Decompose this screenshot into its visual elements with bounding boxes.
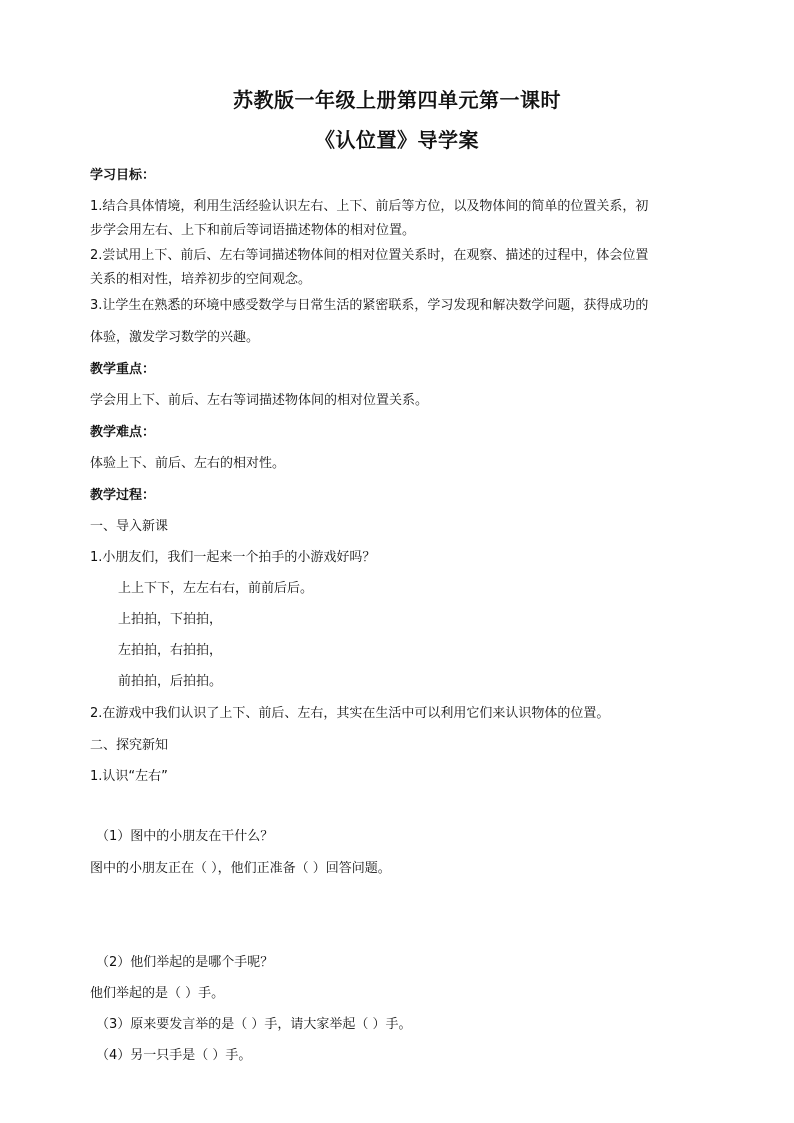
difficulty-text: 体验上下、前后、左右的相对性。 [90,456,286,471]
document-subtitle: 《认位置》导学案 [315,128,479,152]
objective-2-line-1: 2.尝试用上下、前后、左右等词描述物体间的相对位置关系时，在观察、描述的过程中，体会位置 [90,248,649,263]
subsection-left-right: 1.认识“左右” [90,769,168,784]
section-explore: 二、探究新知 [90,738,169,753]
section-intro: 一、导入新课 [90,519,169,534]
sub-question-3: （3）原来要发言举的是（ ）手，请大家举起（ ）手。 [96,1017,412,1032]
key-point-heading: 教学重点： [90,362,156,377]
key-point-text: 学会用上下、前后、左右等词描述物体间的相对位置关系。 [90,393,429,408]
chant-line-1: 上上下下，左左右右，前前后后。 [118,581,314,596]
sub-question-2-answer: 他们举起的是（ ）手。 [90,986,225,1001]
question-1: 1.小朋友们，我们一起来一个拍手的小游戏好吗？ [90,550,376,565]
objective-2-line-2: 关系的相对性，培养初步的空间观念。 [90,272,312,287]
sub-question-1-answer: 图中的小朋友正在（ ），他们正准备（ ）回答问题。 [90,861,391,876]
chant-line-4: 前拍拍，后拍拍。 [118,674,223,689]
objectives-heading: 学习目标： [90,168,156,183]
difficulty-heading: 教学难点： [90,425,156,440]
chant-line-2: 上拍拍，下拍拍， [118,612,223,627]
process-heading: 教学过程： [90,488,156,503]
sub-question-1: （1）图中的小朋友在干什么？ [96,829,274,844]
objective-1-line-1: 1.结合具体情境，利用生活经验认识左右、上下、前后等方位，以及物体间的简单的位置关系，初 [90,199,649,214]
objective-3-line-2: 体验，激发学习数学的兴趣。 [90,330,260,345]
question-2: 2.在游戏中我们认识了上下、前后、左右，其实在生活中可以利用它们来认识物体的位置。 [90,706,610,721]
document-title: 苏教版一年级上册第四单元第一课时 [233,88,561,112]
chant-line-3: 左拍拍，右拍拍， [118,643,223,658]
sub-question-2: （2）他们举起的是哪个手呢？ [96,955,274,970]
sub-question-4: （4）另一只手是（ ）手。 [96,1048,252,1063]
objective-1-line-2: 步学会用左右、上下和前后等词语描述物体的相对位置。 [90,223,416,238]
objective-3-line-1: 3.让学生在熟悉的环境中感受数学与日常生活的紧密联系，学习发现和解决数学问题，获得成功的 [90,298,649,313]
